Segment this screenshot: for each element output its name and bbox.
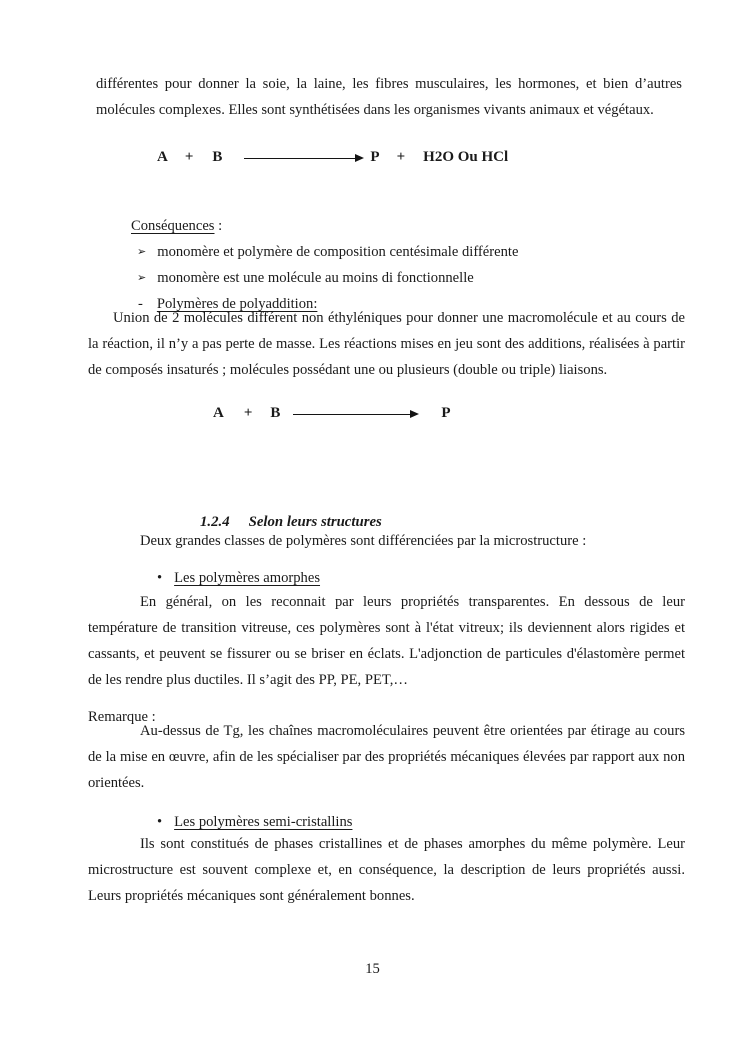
consequences-label: Conséquences [131,218,215,234]
paragraph-classes: Deux grandes classes de polymères sont différenciées par la microstructure : [140,533,587,549]
paragraph-intro: différentes pour donner la soie, la laine, les fibres musculaires, les hormones, et bien d’autres molécules complexes. Elles sont synthétisées dans les organismes vivants animaux et végétaux. [96,76,682,118]
section-number: 1.2.4 [200,514,230,530]
equation-condensation [157,148,508,166]
dash-bullet: - [138,296,143,312]
list-item-consequence-2 [137,265,474,292]
arrowhead-bullet-icon: ➢ [137,271,147,284]
paragraph-polyaddition: Union de 2 molécules différent non éthyléniques pour donner une macromolécule et au cours de la réaction, il n’y a pas perte de masse. Les réactions mises en jeu sont des additions, réalisées à partir de composés insaturés ; molécules possédant une ou plusieurs (double ou triple) liaisons. [88,310,685,378]
bullet-amorphous-label: Les polymères amorphes [174,570,321,586]
equation-term-p: P [370,149,380,165]
round-bullet-icon: • [157,570,163,586]
section-title: Selon leurs structures [248,514,382,530]
equation-term-a: A [157,149,168,165]
equation-plus: + [184,149,194,165]
equation-product: H2O Ou HCl [423,149,509,165]
arrowhead-bullet-icon: ➢ [137,245,147,258]
equation-term-b: B [270,405,281,421]
list-item-text: monomère et polymère de composition centésimale différente [157,244,519,260]
equation-term-p: P [441,405,451,421]
paragraph-amorphous: En général, on les reconnait par leurs propriétés transparentes. En dessous de leur température de transition vitreuse, ces polymères sont à l'état vitreux; ils deviennent alors rigides et cassants, et peuvent se fissurer ou se briser en éclats. L'adjonction de particules d'élastomère permet de les rendre plus ductiles. Il s’agit des PP, PE, PET,… [88,594,685,688]
page-number: 15 [365,961,380,977]
bullet-amorphous [157,565,320,591]
equation-term-a: A [213,405,224,421]
equation-term-b: B [212,149,223,165]
bullet-semicrystalline-label: Les polymères semi-cristallins [174,814,353,830]
list-item-text: monomère est une molécule au moins di fonctionnelle [157,270,474,286]
equation-addition [213,404,451,422]
remark-label: Remarque : [88,709,156,725]
equation-plus: + [396,149,406,165]
consequences-heading [131,213,222,239]
consequences-suffix: : [214,218,223,234]
round-bullet-icon: • [157,814,163,830]
equation-plus: + [243,405,253,421]
paragraph-semicrystalline: Ils sont constitués de phases cristallines et de phases amorphes du même polymère. Leur microstructure est souvent complexe et, en conséquence, la description de leurs propriétés aussi. Leurs propriétés mécaniques sont généralement bonnes. [88,836,685,904]
polyaddition-label: Polymères de polyaddition: [156,296,318,312]
reaction-arrow-icon [293,414,417,416]
paragraph-remark: Au-dessus de Tg, les chaînes macromoléculaires peuvent être orientées par étirage au cours de la mise en œuvre, afin de les spécialiser par des propriétés mécaniques élevées par rapport aux non orientées. [88,723,685,791]
list-item-consequence-1 [137,239,518,266]
reaction-arrow-icon [244,158,362,160]
